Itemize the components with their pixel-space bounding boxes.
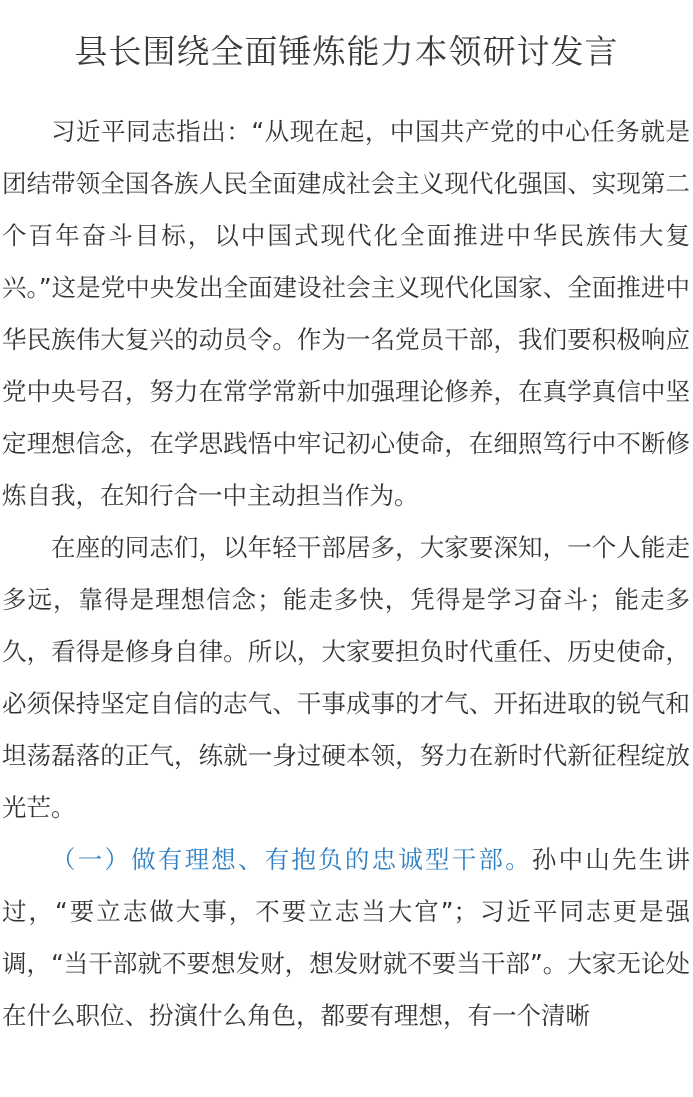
paragraph-1: 习近平同志指出：“从现在起，中国共产党的中心任务就是团结带领全国各族人民全面建成社会主义现代化强国、实现第二个百年奋斗目标，以中国式现代化全面推进中华民族伟大复兴。”这是党中央发出全面建设社会主义现代化国家、全面推进中华民族伟大复兴的动员令。作为一名党员干部，我们要积极响应党中央号召，努力在常学常新中加强理论修养，在真学真信中坚定理想信念，在学思践悟中牢记初心使命，在细照笃行中不断修炼自我，在知行合一中主动担当作为。 [2,117,690,510]
paragraph-2: 在座的同志们，以年轻干部居多，大家要深知，一个人能走多远，靠得是理想信念；能走多快，凭得是学习奋斗；能走多久，看得是修身自律。所以，大家要担负时代重任、历史使命，必须保持坚定自信的志气、干事成事的才气、开拓进取的锐气和坦荡磊落的正气，练就一身过硬本领，努力在新时代新征程绽放光芒。 [2,533,690,822]
article-title: 县长围绕全面锤炼能力本领研讨发言 [74,32,619,71]
article-body [2,106,690,1042]
paragraph-3 [2,834,690,1042]
section-text: 孙中山先生讲过，“要立志做大事，不要立志当大官”；习近平同志更是强调，“当干部就不要想发财，想发财就不要当干部”。大家无论处在什么职位、扮演什么角色，都要有理想，有一个清晰 [2,845,691,1030]
section-heading: （一）做有理想、有抱负的忠诚型干部。 [51,845,532,874]
